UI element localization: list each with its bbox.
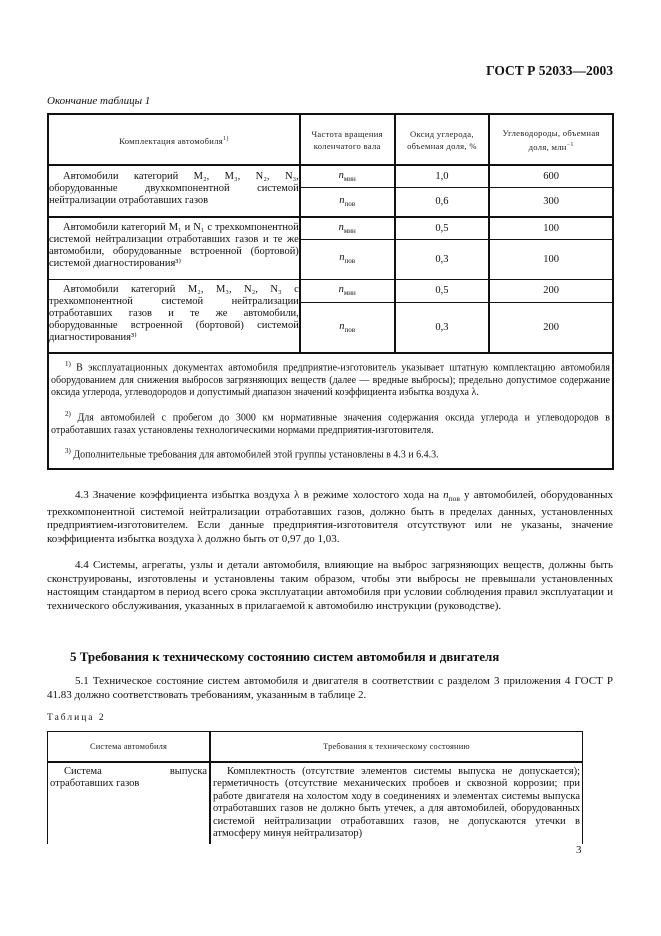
co-value: 0,5 <box>395 217 490 239</box>
co-value: 0,3 <box>395 302 490 353</box>
paragraph-4-4: 4.4 Системы, агрегаты, узлы и детали автомобиля, влияющие на выброс загрязняющих веществ, должны быть сконструированы, изготовлены и установлены таким образом, чтобы эти выбросы не превышали установленных настоящим стандартом в период всего срока эксплуатации автомобиля при условии соблюдения правил эксплуатации и технического обслуживания, указанных в прилагаемой к автомобилю инструкции (руководстве). <box>47 559 613 612</box>
column-header-rpm: Частота вращения коленчатого вала <box>300 114 395 165</box>
requirement-cell: Комплектность (отсутствие элементов системы выпуска не допускается); герметичность (отсутствие механических пробоев и сквозной коррозии; при работе двигателя на холостом ходу в соединениях и элементах системы выпуска отработавших газов не должно быть утечек, а для автомобилей, оборудованных системой нейтрализации отработавших газов, не допускаются утечки в атмосферу минуя нейтрализатор) <box>213 766 580 840</box>
co-value: 0,3 <box>395 239 490 279</box>
table-row <box>48 165 613 187</box>
table2-header-row <box>48 732 583 763</box>
footnote-3: $^{3)}$ Дополнительные требования для автомобилей этой группы установлены в 4.3 и 6.4.3. <box>65 447 439 461</box>
ch-value: 300 <box>489 187 613 217</box>
rpm-cell: $n_{пов}$ <box>300 239 395 279</box>
vehicle-configuration-cell: Автомобили категорий M₁ и N₁ с трехкомпонентной системой нейтрализации отработавших газов и те же автомобили, оборудованные встроенной (бортовой) системой диагностирования³⁾ <box>48 217 300 279</box>
section-5-heading: 5 Требования к техническому состоянию систем автомобиля и двигателя <box>70 649 500 664</box>
page-number: 3 <box>576 844 582 856</box>
column-header-co: Оксид углерода, объемная доля, % <box>395 114 490 165</box>
footnote-1: $^{1)}$ В эксплуатационных документах автомобиля предприятие-изготовитель указывает штатную комплектацию автомобиля оборудованием для снижения выбросов загрязняющих веществ (далее — вредные выбросы); предельно допустимое содержание оксида углерода, углеводородов и допустимый диапазон значений коэффициента избытка воздуха λ. <box>51 360 610 399</box>
table-row <box>48 279 613 302</box>
ch-value: 100 <box>489 239 613 279</box>
technical-condition-table <box>47 731 583 844</box>
rpm-cell: $n_{мин}$ <box>300 279 395 302</box>
paragraph-4-3: 4.3 Значение коэффициента избытка воздуха λ в режиме холостого хода на $n_{пов}$ у автомобилей, оборудованных трехкомпонентной системой нейтрализации отработавших газов, должно быть в пределах данных, установленных предприятием-изготовителем. Если данные предприятия-изготовителя отсутствуют или не указаны, значение коэффициента избытка воздуха λ должно быть от 0,97 до 1,03. <box>47 489 613 545</box>
table-row <box>48 762 583 844</box>
co-value: 1,0 <box>395 165 490 187</box>
vehicle-configuration-cell: Автомобили категорий M₂, M₃, N₂, N₃, оборудованные двухкомпонентной системой нейтрализации отработавших газов <box>48 165 300 217</box>
table2-caption: Таблица 2 <box>47 713 106 723</box>
table1-footnotes-row <box>48 353 613 469</box>
vehicle-configuration-cell: Автомобили категорий M₂, M₃, N₂, N₃ с трехкомпонентной системой нейтрализации отработавших газов и те же автомобили, оборудованные встроенной (бортовой) системой диагностирования³⁾ <box>48 279 300 353</box>
table1-header-row <box>48 114 613 165</box>
footnotes-cell <box>48 353 613 469</box>
ch-value: 200 <box>489 279 613 302</box>
paragraph-5-1: 5.1 Техническое состояние систем автомобиля и двигателя в соответствии с разделом 3 приложения 4 ГОСТ Р 41.83 должно соответствовать требованиям, указанным в таблице 2. <box>47 675 613 701</box>
ch-value: 100 <box>489 217 613 239</box>
column-header-configuration: Комплектация автомобиля$^{1)}$ <box>48 114 300 165</box>
co-value: 0,5 <box>395 279 490 302</box>
column-header-requirements: Требования к техническому состоянию <box>210 732 583 763</box>
ch-value: 600 <box>489 165 613 187</box>
document-code-header: ГОСТ Р 52033—2003 <box>486 63 613 78</box>
column-header-ch: Углеводороды, объемная доля, млн$^{-1}$ <box>489 114 613 165</box>
rpm-cell: $n_{пов}$ <box>300 302 395 353</box>
ch-value: 200 <box>489 302 613 353</box>
co-value: 0,6 <box>395 187 490 217</box>
rpm-cell: $n_{мин}$ <box>300 165 395 187</box>
emissions-limits-table <box>47 113 614 470</box>
column-header-system: Система автомобиля <box>48 732 211 763</box>
rpm-cell: $n_{пов}$ <box>300 187 395 217</box>
rpm-cell: $n_{мин}$ <box>300 217 395 239</box>
table-row <box>48 217 613 239</box>
footnote-2: $^{2)}$ Для автомобилей с пробегом до 3000 км нормативные значения содержания оксида углерода и углеводородов в отработавших газах установлены технологическими нормами предприятия-изготовителя. <box>51 409 611 436</box>
system-cell: Система выпуска отработавших газов <box>48 762 211 844</box>
table1-caption: Окончание таблицы 1 <box>47 95 151 107</box>
